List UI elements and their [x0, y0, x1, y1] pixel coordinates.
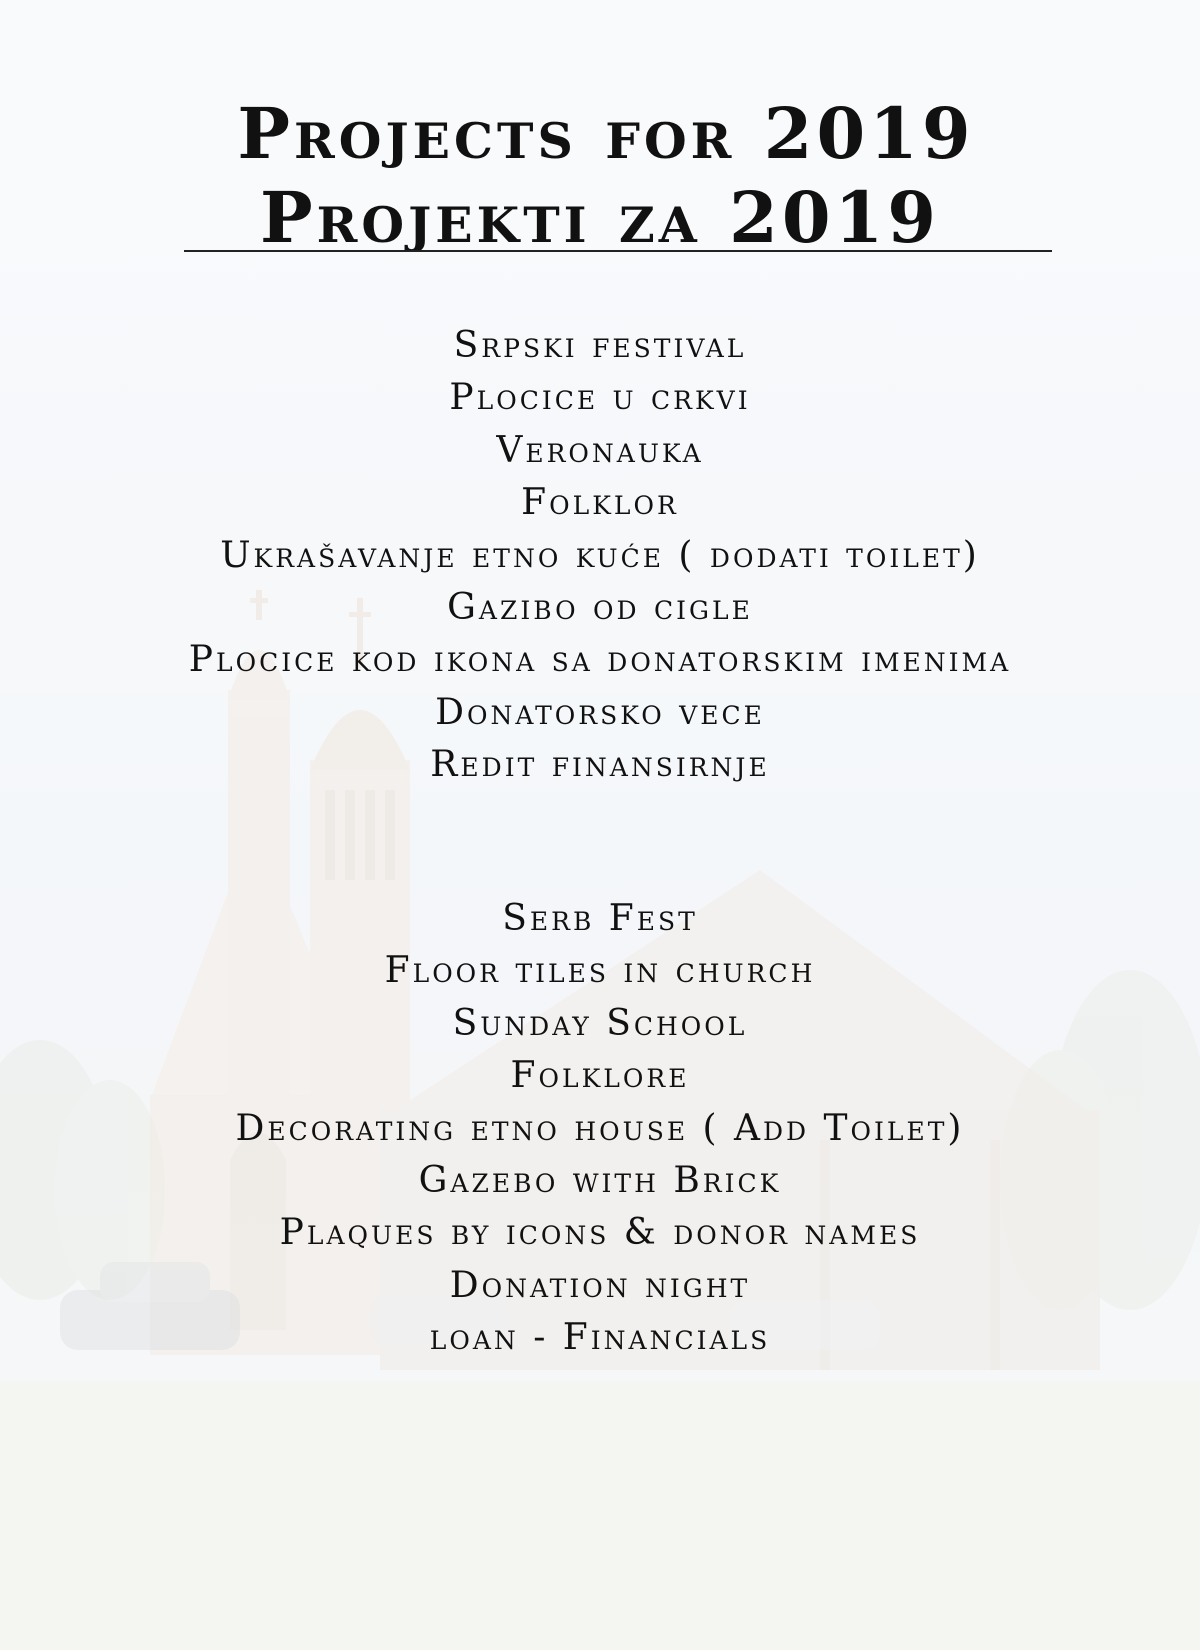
- list-item: Floor tiles in church: [384, 950, 816, 992]
- title-underline: [184, 250, 1052, 252]
- list-item: Srpski festival: [453, 325, 747, 366]
- page-title-english: Projects for 2019: [237, 92, 975, 175]
- list-item: Redit finansirnje: [430, 744, 770, 786]
- list-item: Sunday School: [452, 1002, 748, 1044]
- list-item: Donation night: [449, 1264, 751, 1306]
- list-item: Folklore: [510, 1055, 690, 1097]
- list-item: Plocice kod ikona sa donatorskim imenima: [188, 639, 1012, 681]
- list-item: Donatorsko vece: [435, 691, 765, 733]
- list-item: Folklor: [521, 482, 679, 524]
- list-item: Plaques by icons & donor names: [279, 1212, 921, 1254]
- list-item: Ukrašavanje etno kuće ( dodati toilet): [220, 534, 980, 576]
- english-project-list: [0, 893, 1200, 1365]
- list-item: Gazibo od cigle: [447, 587, 753, 629]
- list-item: Decorating etno house ( Add Toilet): [235, 1107, 965, 1149]
- list-item: Plocice u crkvi: [449, 377, 751, 419]
- page-title-serbian: Projekti za 2019: [260, 176, 940, 259]
- list-item: Serb Fest: [502, 898, 698, 939]
- list-item: Gazebo with Brick: [418, 1160, 782, 1202]
- serbian-project-list: [0, 320, 1200, 792]
- list-item: Veronauka: [496, 429, 704, 471]
- list-item: loan - Financials: [429, 1317, 771, 1359]
- title-block: [0, 92, 1200, 260]
